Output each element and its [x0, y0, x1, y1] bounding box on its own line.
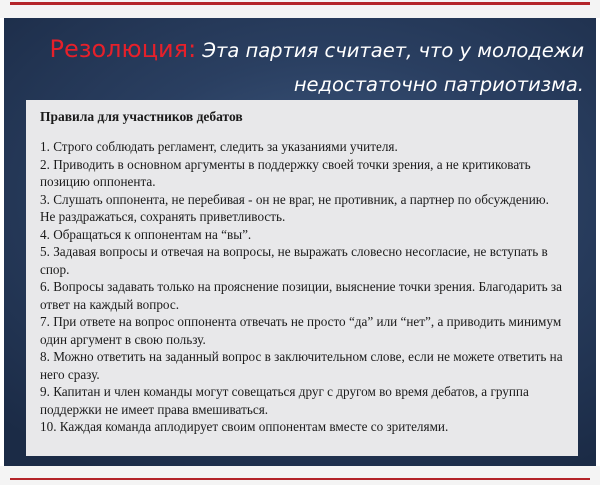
rules-panel	[26, 100, 578, 456]
bottom-frame	[0, 466, 600, 485]
top-accent-line	[10, 2, 590, 5]
slide-title	[24, 32, 584, 102]
rule-item: 7. При ответе на вопрос оппонента отвечать не просто “да” или “нет”, а приводить минимум один аргумент в свою пользу.	[40, 314, 562, 347]
bottom-accent-line	[10, 478, 590, 480]
rule-item: 8. Можно ответить на заданный вопрос в заключительном слове, если не можете ответить на него сразу.	[40, 349, 563, 382]
title-keyword: Резолюция:	[49, 35, 197, 63]
rule-item: 3. Слушать оппонента, не перебивая - он не враг, не противник, а партнер по обсуждению. Не раздражаться, сохранять приветливость.	[40, 191, 549, 224]
rule-item: 2. Приводить в основном аргументы в поддержку своей точки зрения, а не критиковать позицию оппонента.	[40, 156, 531, 189]
rule-item: 1. Строго соблюдать регламент, следить за указаниями учителя.	[40, 139, 398, 154]
rule-item: 9. Капитан и член команды могут совещаться друг с другом во время дебатов, а группа поддержки не имеет права вмешиваться.	[40, 384, 529, 417]
rules-list	[40, 138, 566, 436]
title-text: Эта партия считает, что у молодежи недостаточно патриотизма.	[196, 39, 584, 96]
rule-item: 5. Задавая вопросы и отвечая на вопросы, не выражать словесно несогласие, не вступать в спор.	[40, 244, 548, 277]
top-frame	[0, 0, 600, 18]
rule-item: 4. Обращаться к оппонентам на “вы”.	[40, 226, 252, 242]
rule-item: 6. Вопросы задавать только на прояснение позиции, выяснение точки зрения. Благодарить за ответ на каждый вопрос.	[40, 279, 562, 312]
slide	[4, 18, 596, 466]
rules-heading: Правила для участников дебатов	[40, 109, 243, 124]
rule-item: 10. Каждая команда аплодирует своим оппонентам вместе со зрителями.	[40, 419, 449, 434]
